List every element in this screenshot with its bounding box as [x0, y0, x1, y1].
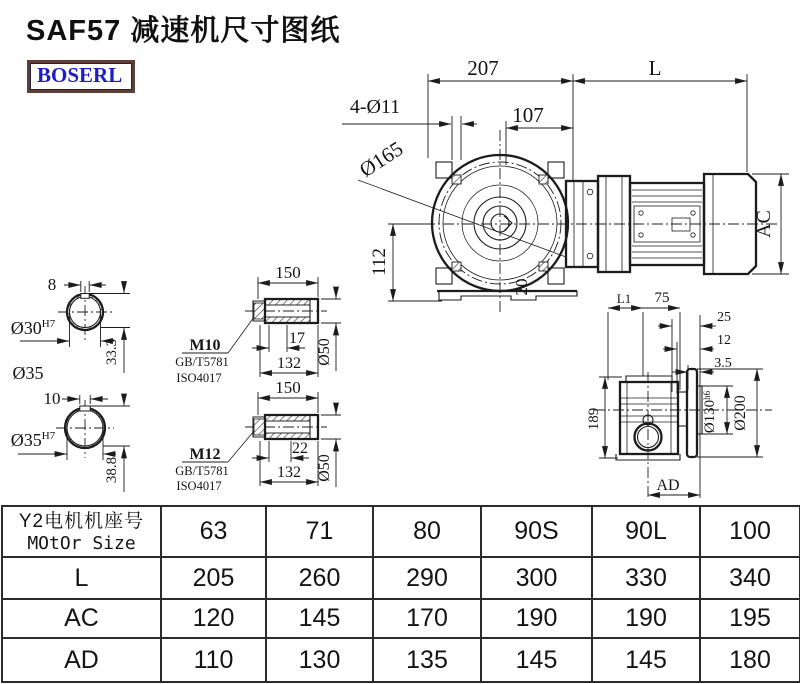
motor-size-90s: 90S [481, 506, 592, 557]
flange-hole [452, 262, 461, 271]
row-label-AC: AC [2, 599, 161, 638]
table-row-AD [2, 638, 800, 682]
dim-75: 75 [654, 290, 670, 306]
label-std2-lower: ISO4017 [176, 479, 222, 493]
flange-hole [452, 175, 461, 184]
dim-shaft1-b: 132 [277, 355, 301, 372]
dim-keyway-depth-bottom: 38.8 [104, 456, 120, 484]
motor-size-63: 63 [161, 506, 266, 557]
row-label-AD: AD [2, 638, 161, 682]
hollow-shaft-lower [175, 378, 341, 493]
motor-size-90l: 90L [592, 506, 700, 557]
cell-AC-63: 120 [161, 599, 266, 638]
motor-size-label-en: MOtOr Size [27, 532, 136, 554]
dim-20: 20 [512, 278, 531, 296]
cell-L-80: 290 [373, 557, 481, 599]
bore-section-top [11, 275, 130, 383]
cell-L-100: 340 [700, 557, 800, 599]
table-row-AC [2, 599, 800, 638]
dim-shaft1-a: 17 [289, 330, 305, 347]
dim-flange-dia-side: Ø200 [732, 395, 749, 431]
table-row-L [2, 557, 800, 599]
flange-hole [539, 175, 548, 184]
motor-size-71: 71 [266, 506, 373, 557]
cell-L-90l: 330 [592, 557, 700, 599]
cell-AD-100: 180 [700, 638, 800, 682]
cell-L-63: 205 [161, 557, 266, 599]
dim-center-height: 112 [369, 248, 390, 276]
dim-189: 189 [586, 407, 602, 431]
table-header-row [2, 506, 800, 557]
brand-logo: BOSERL [27, 60, 135, 93]
dim-keyway-width-bottom: 10 [43, 389, 61, 408]
dim-spigot-dia: $Ø130^{h6}$ [702, 390, 718, 434]
label-shaft-dia: Ø35 [12, 363, 44, 383]
dim-207: 207 [467, 56, 499, 80]
flange-hole [539, 262, 548, 271]
label-screw-m10: M10 [189, 337, 221, 354]
label-screw-m12: M12 [189, 446, 221, 463]
dimension-table [1, 505, 800, 683]
cell-AC-90s: 190 [481, 599, 592, 638]
cell-AD-63: 110 [161, 638, 266, 682]
side-view [586, 290, 772, 500]
motor-size-label-cn: Y2电机机座号 [18, 510, 145, 532]
dim-shaft2-a: 22 [292, 440, 308, 457]
table-row-header [2, 506, 161, 557]
dim-shaft2-length: 150 [275, 378, 301, 397]
cell-AC-71: 145 [266, 599, 373, 638]
cell-AC-90l: 190 [592, 599, 700, 638]
cell-AD-90l: 145 [592, 638, 700, 682]
label-bore-bottom: $Ø35^{H7}$ [10, 430, 56, 450]
dim-12: 12 [717, 333, 731, 348]
row-label-L: L [2, 557, 161, 599]
dim-l1: L1 [616, 291, 632, 306]
dim-25: 25 [717, 310, 731, 325]
label-std2-upper: ISO4017 [176, 371, 222, 385]
page-title: SAF57 减速机尺寸图纸 [26, 15, 341, 47]
dimension-table-wrap [1, 505, 799, 683]
motor-size-80: 80 [373, 506, 481, 557]
dim-keyway-depth-top: 33.3 [104, 338, 120, 366]
dim-shaft1-dia: Ø50 [316, 338, 333, 366]
label-std1-upper: GB/T5781 [175, 355, 229, 369]
dim-flange-holes: 4-Ø11 [349, 96, 401, 118]
dim-3-5: 3.5 [714, 356, 732, 371]
cell-AC-100: 195 [700, 599, 800, 638]
dim-shaft1-length: 150 [275, 263, 301, 282]
hollow-shaft-upper [175, 263, 341, 385]
dim-motor-length: L [648, 56, 662, 80]
cell-AD-80: 135 [373, 638, 481, 682]
dim-keyway-width-top: 8 [47, 275, 57, 294]
dim-motor-dia: AC [753, 210, 775, 238]
cell-AD-71: 130 [266, 638, 373, 682]
dim-shaft2-dia: Ø50 [316, 454, 333, 482]
dim-107: 107 [512, 103, 544, 127]
cell-L-71: 260 [266, 557, 373, 599]
cell-AD-90s: 145 [481, 638, 592, 682]
motor-size-100: 100 [700, 506, 800, 557]
label-std1-lower: GB/T5781 [175, 464, 229, 478]
dim-ad: AD [656, 477, 680, 494]
front-view [342, 56, 789, 312]
bore-section-bottom [11, 389, 130, 492]
cell-L-90s: 300 [481, 557, 592, 599]
dim-shaft2-b: 132 [277, 464, 301, 481]
dim-flange-dia: Ø165 [355, 136, 408, 182]
label-bore-top: $Ø30^{H7}$ [10, 318, 56, 338]
cell-AC-80: 170 [373, 599, 481, 638]
